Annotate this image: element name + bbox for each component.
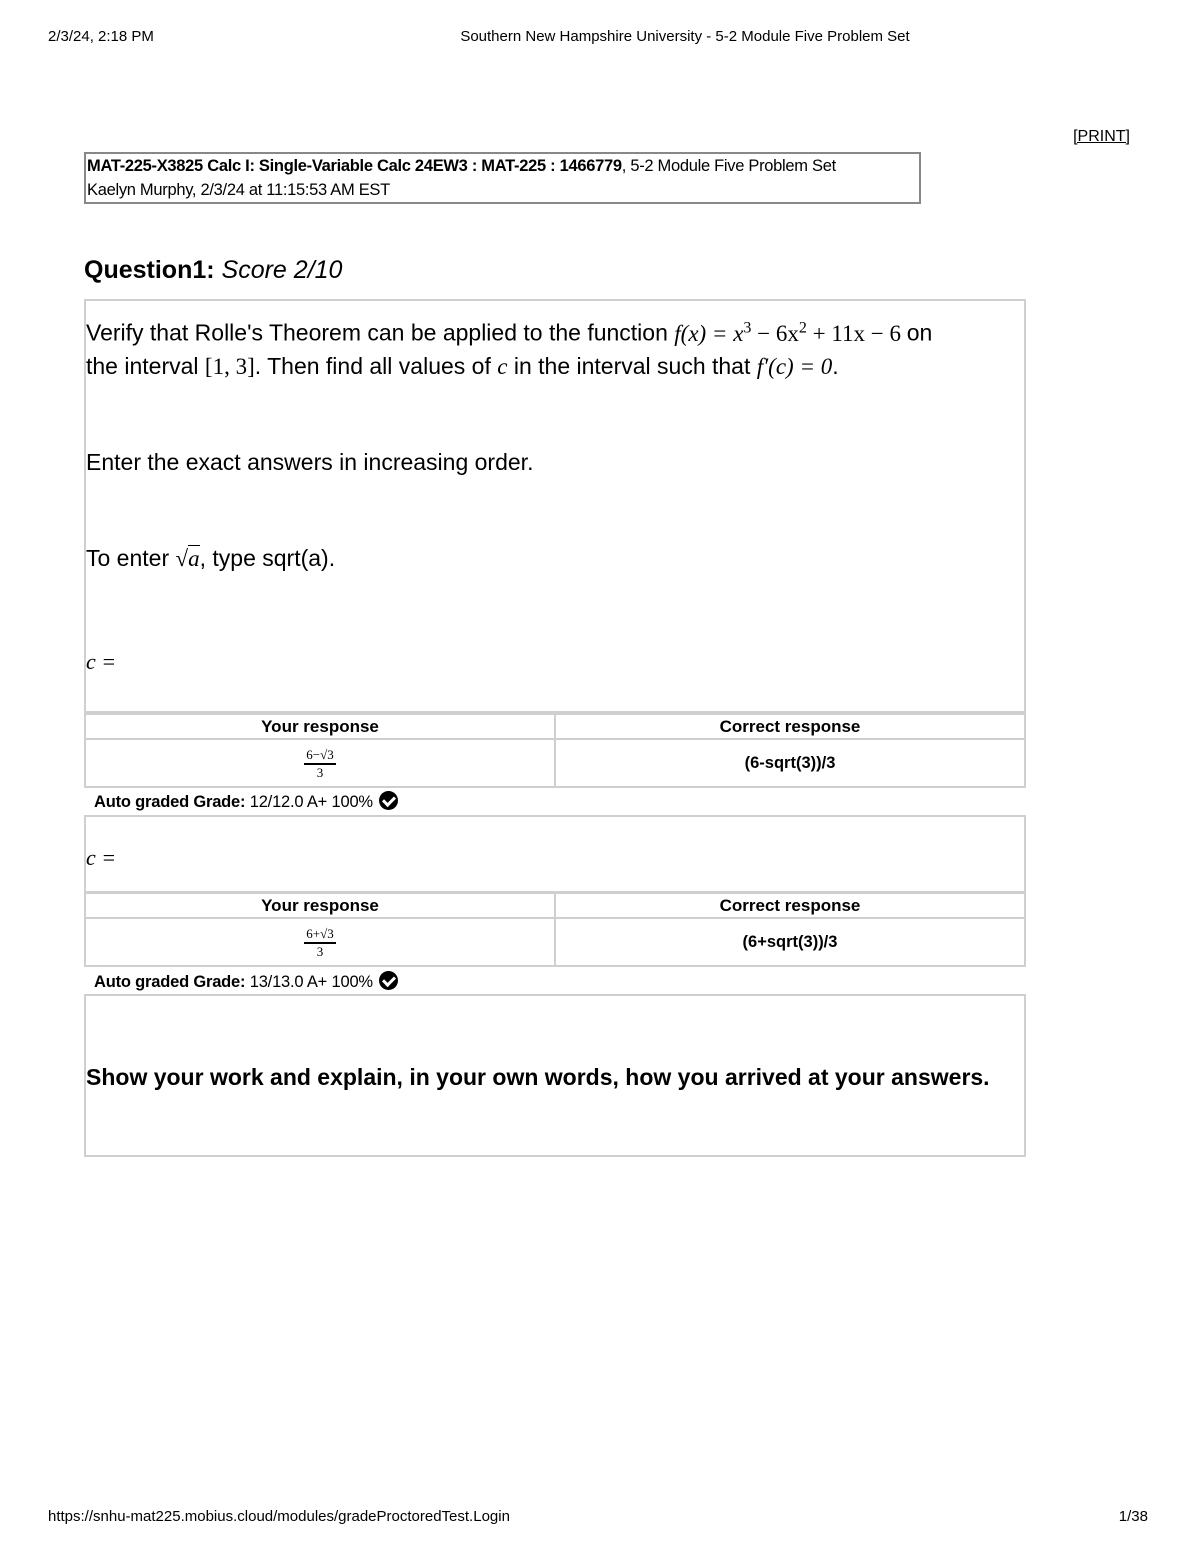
show-work-panel <box>84 994 1026 1157</box>
your-response-cell <box>85 918 555 966</box>
grade-value: 13/13.0 A+ 100% <box>249 973 373 991</box>
response-table-2 <box>84 892 1026 967</box>
sqrt-a-expression: √a <box>175 546 200 571</box>
your-response-header: Your response <box>85 893 555 918</box>
your-response-header: Your response <box>85 714 555 739</box>
answer-panel-2 <box>84 815 1026 893</box>
course-line <box>87 154 919 178</box>
function-expression <box>674 321 906 346</box>
grade-value: 12/12.0 A+ 100% <box>249 793 373 811</box>
grade-line-2 <box>94 971 398 992</box>
derivative-expression: f′(c) = 0 <box>756 354 833 379</box>
question-heading <box>84 256 342 285</box>
question-text-on: on <box>906 319 933 346</box>
exponent-3: 3 <box>743 319 752 336</box>
instruction-sqrt <box>86 539 335 578</box>
question-text-period: . <box>832 353 839 379</box>
print-date: 2/3/24, 2:18 PM <box>48 28 154 45</box>
grade-line-1 <box>94 791 398 812</box>
fraction-denominator: 3 <box>316 943 324 959</box>
function-term-x2: − 6x <box>757 320 799 346</box>
assignment-name: , 5-2 Module Five Problem Set <box>621 157 836 175</box>
print-page-title: Southern New Hampshire University - 5-2 Module Five Problem Set <box>460 28 910 45</box>
show-work-prompt: Show your work and explain, in your own words, how you arrived at your answers. <box>86 1064 990 1090</box>
instruction-sqrt-prefix: To enter <box>86 545 170 571</box>
grade-label: Auto graded Grade: <box>94 793 246 811</box>
variable-c: c <box>497 354 508 379</box>
grade-label: Auto graded Grade: <box>94 973 246 991</box>
correct-response-cell: (6-sqrt(3))/3 <box>555 739 1025 787</box>
question-panel <box>84 299 1026 713</box>
instruction-order: Enter the exact answers in increasing order. <box>86 449 534 475</box>
correct-response-header: Correct response <box>555 714 1025 739</box>
course-info-box <box>84 152 921 204</box>
your-response-fraction <box>304 747 335 780</box>
interval-expression: [1, 3] <box>204 354 255 379</box>
course-code: MAT-225-X3825 Calc I: Single-Variable Calc 24EW3 : MAT-225 : 1466779 <box>87 157 622 175</box>
question-text-such-that: in the interval such that <box>513 353 751 379</box>
check-circle-icon <box>379 971 398 990</box>
exponent-2: 2 <box>798 319 807 336</box>
response-table-1 <box>84 713 1026 788</box>
c-equals-label-2: c = <box>86 845 117 870</box>
question-text-then: . Then find all values of <box>254 353 491 379</box>
your-response-fraction <box>304 926 335 959</box>
fraction-numerator: 6−√3 <box>304 747 335 765</box>
correct-response-header: Correct response <box>555 893 1025 918</box>
check-circle-icon <box>379 791 398 810</box>
question-text-interval: the interval <box>86 353 199 379</box>
footer-page-number: 1/38 <box>1118 1508 1148 1525</box>
instruction-sqrt-suffix: , type sqrt(a). <box>199 545 336 571</box>
your-response-cell <box>85 739 555 787</box>
sqrt-a-radicand: a <box>188 546 200 571</box>
student-line: Kaelyn Murphy, 2/3/24 at 11:15:53 AM EST <box>87 181 390 199</box>
function-term-rest: + 11x − 6 <box>812 320 901 346</box>
fraction-numerator: 6+√3 <box>304 926 335 944</box>
print-link[interactable]: [PRINT] <box>1073 128 1130 145</box>
c-equals-label-1: c = <box>86 649 117 674</box>
question-text: Verify that Rolle's Theorem can be applied to the function <box>86 319 668 346</box>
fraction-denominator: 3 <box>316 764 324 780</box>
function-lhs: f(x) = <box>674 320 728 346</box>
function-term-x3: x <box>733 320 744 346</box>
question-text-line-2 <box>86 347 839 386</box>
footer-url: https://snhu-mat225.mobius.cloud/modules/gradeProctoredTest.Login <box>48 1508 510 1525</box>
question-score: Score 2/10 <box>221 256 343 284</box>
question-label: Question1: <box>84 256 215 284</box>
correct-response-cell: (6+sqrt(3))/3 <box>555 918 1025 966</box>
